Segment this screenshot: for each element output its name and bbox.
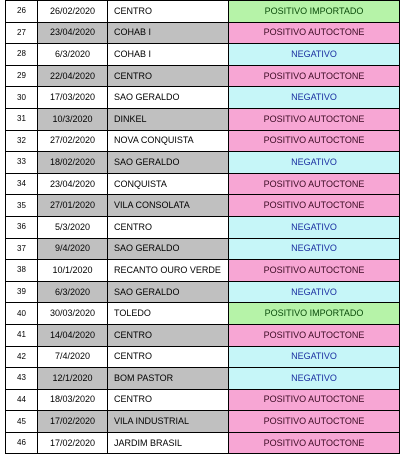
date-cell: 17/03/2020 xyxy=(38,87,108,109)
table-row xyxy=(6,152,400,174)
table-row xyxy=(6,260,400,282)
result-cell: POSITIVO AUTOCTONE xyxy=(229,65,400,87)
date-cell: 18/02/2020 xyxy=(38,152,108,174)
result-cell: POSITIVO AUTOCTONE xyxy=(229,411,400,433)
result-cell: NEGATIVO xyxy=(229,238,400,260)
result-cell: NEGATIVO xyxy=(229,152,400,174)
neighborhood-cell: CENTRO xyxy=(108,216,229,238)
neighborhood-cell: RECANTO OURO VERDE xyxy=(108,260,229,282)
row-number-cell: 27 xyxy=(6,22,38,44)
result-cell: NEGATIVO xyxy=(229,368,400,390)
table-row xyxy=(6,411,400,433)
row-number-cell: 31 xyxy=(6,108,38,130)
row-number-cell: 34 xyxy=(6,173,38,195)
case-table xyxy=(5,0,400,454)
result-cell: POSITIVO AUTOCTONE xyxy=(229,260,400,282)
neighborhood-cell: NOVA CONQUISTA xyxy=(108,130,229,152)
neighborhood-cell: VILA CONSOLATA xyxy=(108,195,229,217)
row-number-cell: 36 xyxy=(6,216,38,238)
neighborhood-cell: CENTRO xyxy=(108,389,229,411)
result-cell: POSITIVO AUTOCTONE xyxy=(229,22,400,44)
row-number-cell: 28 xyxy=(6,44,38,66)
neighborhood-cell: COHAB I xyxy=(108,44,229,66)
table-row xyxy=(6,303,400,325)
table-row xyxy=(6,44,400,66)
date-cell: 12/1/2020 xyxy=(38,368,108,390)
result-cell: POSITIVO AUTOCTONE xyxy=(229,130,400,152)
date-cell: 22/04/2020 xyxy=(38,65,108,87)
neighborhood-cell: SAO GERALDO xyxy=(108,281,229,303)
date-cell: 17/02/2020 xyxy=(38,411,108,433)
date-cell: 10/1/2020 xyxy=(38,260,108,282)
table-row xyxy=(6,173,400,195)
row-number-cell: 43 xyxy=(6,368,38,390)
table-row xyxy=(6,216,400,238)
neighborhood-cell: CENTRO xyxy=(108,65,229,87)
result-cell: POSITIVO AUTOCTONE xyxy=(229,108,400,130)
table-row xyxy=(6,108,400,130)
date-cell: 7/4/2020 xyxy=(38,346,108,368)
result-cell: POSITIVO AUTOCTONE xyxy=(229,389,400,411)
row-number-cell: 41 xyxy=(6,324,38,346)
neighborhood-cell: CENTRO xyxy=(108,324,229,346)
date-cell: 23/04/2020 xyxy=(38,173,108,195)
table-row xyxy=(6,346,400,368)
result-cell: POSITIVO AUTOCTONE xyxy=(229,324,400,346)
date-cell: 26/02/2020 xyxy=(38,1,108,23)
neighborhood-cell: CENTRO xyxy=(108,1,229,23)
neighborhood-cell: COHAB I xyxy=(108,22,229,44)
result-cell: POSITIVO AUTOCTONE xyxy=(229,432,400,454)
date-cell: 9/4/2020 xyxy=(38,238,108,260)
table-row xyxy=(6,87,400,109)
date-cell: 30/03/2020 xyxy=(38,303,108,325)
row-number-cell: 42 xyxy=(6,346,38,368)
row-number-cell: 35 xyxy=(6,195,38,217)
table-row xyxy=(6,368,400,390)
neighborhood-cell: TOLEDO xyxy=(108,303,229,325)
date-cell: 27/02/2020 xyxy=(38,130,108,152)
table-row xyxy=(6,22,400,44)
table-row xyxy=(6,65,400,87)
result-cell: POSITIVO AUTOCTONE xyxy=(229,195,400,217)
date-cell: 27/01/2020 xyxy=(38,195,108,217)
date-cell: 14/04/2020 xyxy=(38,324,108,346)
date-cell: 6/3/2020 xyxy=(38,44,108,66)
neighborhood-cell: SAO GERALDO xyxy=(108,87,229,109)
neighborhood-cell: VILA INDUSTRIAL xyxy=(108,411,229,433)
result-cell: NEGATIVO xyxy=(229,346,400,368)
table-row xyxy=(6,389,400,411)
date-cell: 18/03/2020 xyxy=(38,389,108,411)
row-number-cell: 46 xyxy=(6,432,38,454)
result-cell: POSITIVO AUTOCTONE xyxy=(229,173,400,195)
result-cell: NEGATIVO xyxy=(229,281,400,303)
row-number-cell: 37 xyxy=(6,238,38,260)
row-number-cell: 44 xyxy=(6,389,38,411)
row-number-cell: 29 xyxy=(6,65,38,87)
neighborhood-cell: CONQUISTA xyxy=(108,173,229,195)
row-number-cell: 39 xyxy=(6,281,38,303)
date-cell: 17/02/2020 xyxy=(38,432,108,454)
neighborhood-cell: JARDIM BRASIL xyxy=(108,432,229,454)
neighborhood-cell: CENTRO xyxy=(108,346,229,368)
neighborhood-cell: BOM PASTOR xyxy=(108,368,229,390)
row-number-cell: 26 xyxy=(6,1,38,23)
table-row xyxy=(6,195,400,217)
neighborhood-cell: SAO GERALDO xyxy=(108,238,229,260)
row-number-cell: 45 xyxy=(6,411,38,433)
result-cell: POSITIVO IMPORTADO xyxy=(229,1,400,23)
row-number-cell: 40 xyxy=(6,303,38,325)
table-row xyxy=(6,1,400,23)
table-row xyxy=(6,432,400,454)
row-number-cell: 32 xyxy=(6,130,38,152)
table-row xyxy=(6,130,400,152)
date-cell: 6/3/2020 xyxy=(38,281,108,303)
table-row xyxy=(6,281,400,303)
result-cell: POSITIVO IMPORTADO xyxy=(229,303,400,325)
table-row xyxy=(6,324,400,346)
result-cell: NEGATIVO xyxy=(229,44,400,66)
result-cell: NEGATIVO xyxy=(229,87,400,109)
date-cell: 10/3/2020 xyxy=(38,108,108,130)
case-table-body xyxy=(6,1,400,454)
row-number-cell: 38 xyxy=(6,260,38,282)
date-cell: 23/04/2020 xyxy=(38,22,108,44)
neighborhood-cell: SAO GERALDO xyxy=(108,152,229,174)
result-cell: NEGATIVO xyxy=(229,216,400,238)
date-cell: 5/3/2020 xyxy=(38,216,108,238)
row-number-cell: 30 xyxy=(6,87,38,109)
row-number-cell: 33 xyxy=(6,152,38,174)
table-row xyxy=(6,238,400,260)
neighborhood-cell: DINKEL xyxy=(108,108,229,130)
